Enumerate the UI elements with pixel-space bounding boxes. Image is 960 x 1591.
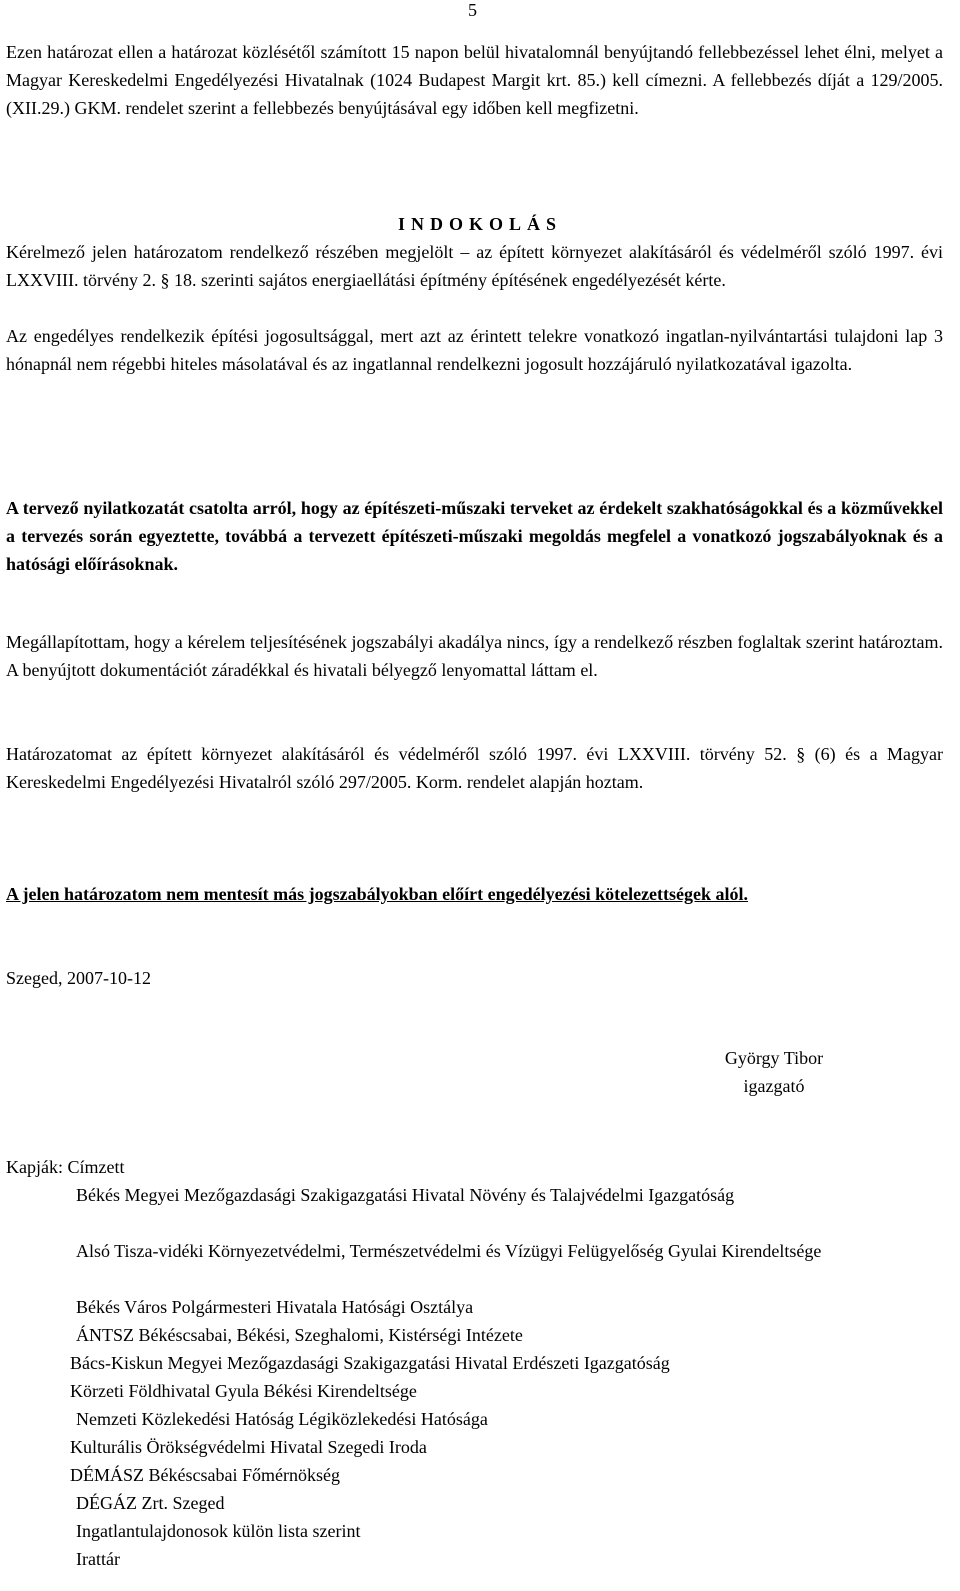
- section-title: INDOKOLÁS: [397, 214, 563, 234]
- recipient-item: Bács-Kiskun Megyei Mezőgazdasági Szakigazgatási Hivatal Erdészeti Igazgatóság: [70, 1353, 670, 1373]
- appeal-paragraph: Ezen határozat ellen a határozat közlésétől számított 15 napon belül hivatalomnál benyújtandó fellebbezéssel lehet élni, melyet a Magyar Kereskedelmi Engedélyezési Hivatalnak (1024 Budapest Margit krt. 85.) kell címezni. A fellebbezés díját a 129/2005. (XII.29.) GKM. rendelet szerint a fellebbezés benyújtásával egy időben kell megfizetni.: [6, 42, 943, 118]
- place-date: Szeged, 2007-10-12: [6, 968, 151, 988]
- recipient-item: Irattár: [76, 1549, 120, 1569]
- recipients-label-text: Kapják:: [6, 1157, 63, 1177]
- request-paragraph: Kérelmező jelen határozatom rendelkező részében megjelölt – az épített környezet alakításáról és védelméről szóló 1997. évi LXXVIII. törvény 2. § 18. szerinti sajátos energiaellátási építmény építésének engedélyezését kérte.: [6, 242, 943, 290]
- recipient-item: ÁNTSZ Békéscsabai, Békési, Szeghalomi, Kistérségi Intézete: [76, 1325, 523, 1345]
- recipient-item: Békés Város Polgármesteri Hivatala Hatósági Osztálya: [76, 1297, 474, 1317]
- recipient-item: Kulturális Örökségvédelmi Hivatal Szegedi Iroda: [70, 1437, 427, 1457]
- recipient-item: Körzeti Földhivatal Gyula Békési Kirendeltsége: [70, 1381, 417, 1401]
- recipient-item: Ingatlantulajdonosok külön lista szerint: [76, 1521, 361, 1541]
- recipient-item: Alsó Tisza-vidéki Környezetvédelmi, Természetvédelmi és Vízügyi Felügyelőség Gyulai Kirendeltsége: [76, 1241, 822, 1261]
- page-number: 5: [468, 0, 477, 20]
- legal-basis-paragraph: Határozatomat az épített környezet alakításáról és védelméről szóló 1997. évi LXXVIII. törvény 52. § (6) és a Magyar Kereskedelmi Engedélyezési Hivatalról szóló 297/2005. Korm. rendelet alapján hoztam.: [6, 744, 943, 792]
- authorization-paragraph: Az engedélyes rendelkezik építési jogosultsággal, mert azt az érintett telekre vonatkozó ingatlan-nyilvántartási tulajdoni lap 3 hónapnál nem régebbi hiteles másolatával és az ingatlannal rendelkezni jogosult hozzájáruló nyilatkozatával igazolta.: [6, 326, 943, 374]
- signer-name: György Tibor: [724, 1048, 824, 1068]
- finding-paragraph: Megállapítottam, hogy a kérelem teljesítésének jogszabályi akadálya nincs, így a rendelkező részben foglaltak szerint határoztam. A benyújtott dokumentációt záradékkal és hivatali bélyegző lenyomattal láttam el.: [6, 632, 943, 680]
- recipients-label: [6, 1153, 124, 1181]
- recipient-item: Békés Megyei Mezőgazdasági Szakigazgatási Hivatal Növény és Talajvédelmi Igazgatóság: [76, 1185, 735, 1205]
- notice-paragraph: A jelen határozatom nem mentesít más jogszabályokban előírt engedélyezési kötelezettségek alól.: [6, 884, 749, 904]
- recipient-item: DÉMÁSZ Békéscsabai Főmérnökség: [70, 1465, 340, 1485]
- signer-title: igazgató: [743, 1076, 805, 1096]
- recipient-first: Címzett: [67, 1157, 125, 1177]
- recipient-item: Nemzeti Közlekedési Hatóság Légiközlekedési Hatósága: [76, 1409, 488, 1429]
- recipient-item: DÉGÁZ Zrt. Szeged: [76, 1493, 225, 1513]
- designer-paragraph: A tervező nyilatkozatát csatolta arról, hogy az építészeti-műszaki terveket az érdekelt szakhatóságokkal és a közművekkel a tervezés során egyeztette, továbbá a tervezett építészeti-műszaki megoldás megfelel a vonatkozó jogszabályoknak és a hatósági előírásoknak.: [6, 498, 943, 574]
